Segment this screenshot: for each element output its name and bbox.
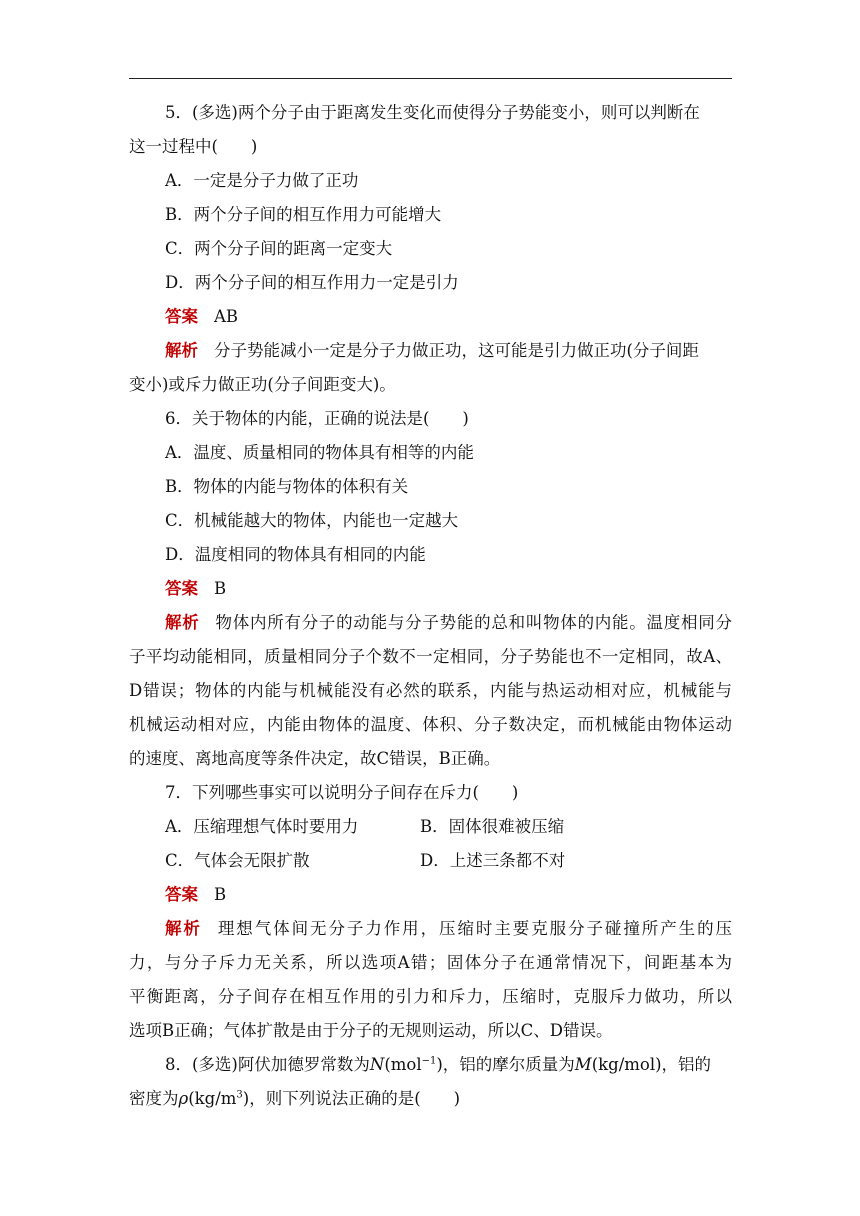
q7-options-row-1 <box>129 810 732 844</box>
q7-answer <box>129 878 732 912</box>
header-rule <box>129 78 732 79</box>
q5-answer <box>129 300 732 334</box>
density-symbol: ρ <box>178 1089 189 1108</box>
q6-option-a: A．温度、质量相同的物体具有相等的内能 <box>165 443 474 462</box>
q7-option-c: C．气体会无限扩散 <box>165 851 310 870</box>
molar-mass-symbol: M <box>574 1055 592 1074</box>
q6-option-b: B．物体的内能与物体的体积有关 <box>165 477 409 496</box>
analysis-label: 解析 <box>165 341 198 360</box>
q7-option-b: B．固体很难被压缩 <box>420 817 565 836</box>
avogadro-symbol: N <box>369 1055 385 1074</box>
q7-analysis-line-3: 平衡距离，分子间存在相互作用的引力和斥力，压缩时，克服斥力做功，所以 <box>129 987 732 1006</box>
q6-stem: 6．关于物体的内能，正确的说法是( ) <box>165 409 469 428</box>
q7-stem: 7．下列哪些事实可以说明分子间存在斥力( ) <box>165 783 519 802</box>
q8-stem-line-2: 密度为$\rho(kg/m^3)$，则下列说法正确的是( ) <box>129 1089 461 1108</box>
q6-analysis-line-2: 子平均动能相同，质量相同分子个数不一定相同，分子势能也不一定相同，故A、 <box>129 647 732 666</box>
analysis-label: 解析 <box>165 919 202 938</box>
q6-analysis-line-1: 解析 物体内所有分子的动能与分子势能的总和叫物体的内能。温度相同分 <box>165 613 733 632</box>
q6-option-c: C．机械能越大的物体，内能也一定越大 <box>165 511 459 530</box>
q6-analysis-line-5: 的速度、离地高度等条件决定，故C错误，B正确。 <box>129 749 501 768</box>
q6-answer <box>129 572 732 606</box>
q7-analysis-line-2: 力，与分子斥力无关系，所以选项A错；固体分子在通常情况下，间距基本为 <box>129 953 732 972</box>
q7-analysis-line-4: 选项B正确；气体扩散是由于分子的无规则运动，所以C、D错误。 <box>129 1021 613 1040</box>
answer-value: AB <box>214 307 239 326</box>
answer-label: 答案 <box>165 307 198 326</box>
q7-analysis-line-1: 解析 理想气体间无分子力作用，压缩时主要克服分子碰撞所产生的压 <box>165 919 733 938</box>
q8-stem-line-1: 8．(多选)阿伏加德罗常数为N(mol$^{-1}$)，铝的摩尔质量为M(kg/mol)，铝的 <box>165 1055 712 1074</box>
q5-option-d: D．两个分子间的相互作用力一定是引力 <box>165 273 459 292</box>
answer-value: B <box>214 885 227 904</box>
answer-label: 答案 <box>165 579 198 598</box>
q5-analysis-line-2: 变小)或斥力做正功(分子间距变大)。 <box>129 375 396 394</box>
q5-option-c: C．两个分子间的距离一定变大 <box>165 239 393 258</box>
q7-option-a: A．压缩理想气体时要用力 <box>165 817 359 836</box>
page-content <box>129 96 732 1116</box>
q6-analysis-line-4: 机械运动相对应，内能由物体的温度、体积、分子数决定，而机械能由物体运动 <box>129 715 732 734</box>
q5-analysis-line-1: 解析 分子势能减小一定是分子力做正功，这可能是引力做正功(分子间距 <box>165 341 699 360</box>
q6-analysis-line-3: D错误；物体的内能与机械能没有必然的联系，内能与热运动相对应，机械能与 <box>129 681 732 700</box>
q5-option-a: A．一定是分子力做了正功 <box>165 171 359 190</box>
analysis-label: 解析 <box>165 613 200 632</box>
q7-option-d: D．上述三条都不对 <box>420 851 566 870</box>
q7-options-row-2 <box>129 844 732 878</box>
answer-value: B <box>214 579 227 598</box>
q5-option-b: B．两个分子间的相互作用力可能增大 <box>165 205 442 224</box>
answer-label: 答案 <box>165 885 198 904</box>
q5-stem-line-1: 5．(多选)两个分子由于距离发生变化而使得分子势能变小，则可以判断在 <box>165 103 700 122</box>
q6-option-d: D．温度相同的物体具有相同的内能 <box>165 545 426 564</box>
q5-stem-line-2: 这一过程中( ) <box>129 137 258 156</box>
